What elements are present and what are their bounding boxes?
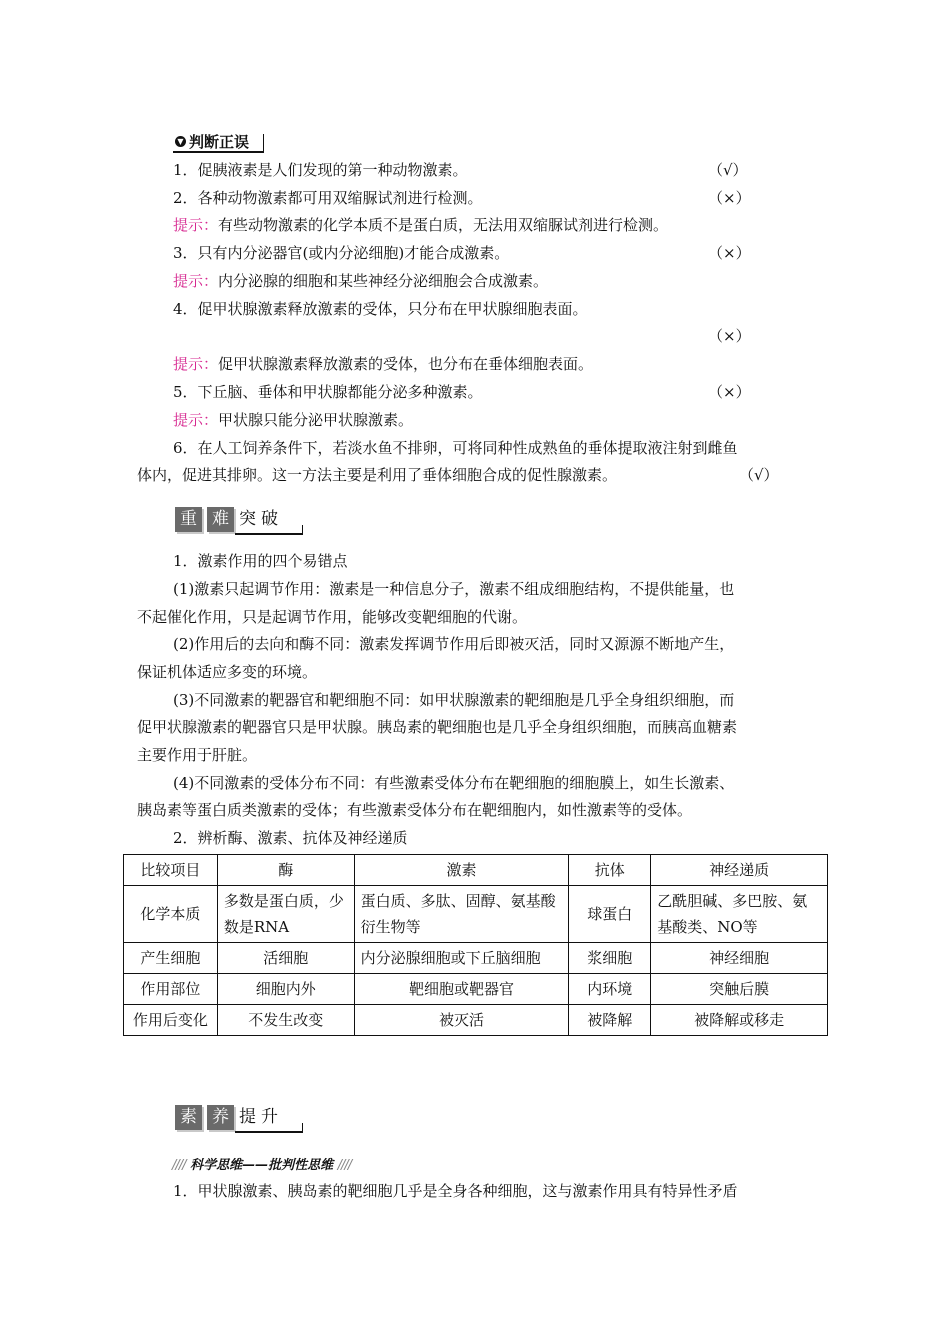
breakthrough-section-header	[175, 507, 305, 535]
chevron-down-icon: ▼	[175, 136, 186, 147]
table-cell: 突触后膜	[651, 974, 828, 1005]
judge-item-6-mark: （√）	[739, 466, 779, 484]
judge-section-title: 判断正误	[189, 133, 250, 151]
hint-label: 提示：	[173, 216, 219, 234]
header-char-box: 素	[175, 1105, 202, 1130]
point1-para3-line1: (3)不同激素的靶器官和靶细胞不同：如甲状腺激素的靶细胞是几乎全身组织细胞，而	[173, 691, 735, 709]
table-cell: 被降解	[569, 1005, 651, 1036]
header-rule-end	[302, 1123, 303, 1133]
point1-para3-line3: 主要作用于肝脏。	[137, 746, 258, 764]
point1-title: 1．激素作用的四个易错点	[173, 552, 348, 570]
table-cell: 内环境	[569, 974, 651, 1005]
judge-item-3: 3．只有内分泌器官(或内分泌细胞)才能合成激素。	[173, 244, 510, 262]
table-cell: 细胞内外	[217, 974, 354, 1005]
hint-text: 内分泌腺的细胞和某些神经分泌细胞会合成激素。	[218, 272, 549, 290]
table-cell: 化学本质	[124, 886, 218, 943]
table-cell: 乙酰胆碱、多巴胺、氨基酸类、NO等	[651, 886, 828, 943]
slash-decoration-icon: ////	[172, 1158, 186, 1173]
point2-title: 2．辨析酶、激素、抗体及神经递质	[173, 829, 408, 847]
header-char: 破	[261, 509, 278, 529]
literacy-section-header	[175, 1105, 305, 1133]
table-cell: 多数是蛋白质，少数是RNA	[217, 886, 354, 943]
header-char: 提	[239, 1107, 256, 1127]
table-row	[124, 886, 828, 943]
header-rule-end	[302, 525, 303, 535]
header-rule	[235, 533, 303, 535]
judge-item-6-line1: 6．在人工饲养条件下，若淡水鱼不排卵，可将同种性成熟鱼的垂体提取液注射到雌鱼	[173, 439, 738, 457]
judge-item-2-hint	[173, 215, 668, 235]
header-char: 升	[261, 1107, 278, 1127]
table-cell: 靶细胞或靶器官	[354, 974, 569, 1005]
judge-item-5-mark: （×）	[708, 383, 751, 401]
header-char-box: 重	[175, 507, 202, 532]
judge-item-1: 1．促胰液素是人们发现的第一种动物激素。	[173, 161, 468, 179]
literacy-question-1: 1．甲状腺激素、胰岛素的靶细胞几乎是全身各种细胞，这与激素作用具有特异性矛盾	[173, 1182, 738, 1200]
judge-item-2: 2．各种动物激素都可用双缩脲试剂进行检测。	[173, 189, 483, 207]
judge-item-4: 4．促甲状腺激素释放激素的受体，只分布在甲状腺细胞表面。	[173, 300, 588, 318]
judge-item-2-mark: （×）	[708, 189, 751, 207]
judge-item-5: 5．下丘脑、垂体和甲状腺都能分泌多种激素。	[173, 383, 483, 401]
table-cell: 被灭活	[354, 1005, 569, 1036]
judge-item-5-hint	[173, 410, 413, 430]
comparison-table	[123, 854, 828, 1036]
header-char-box: 难	[207, 507, 234, 532]
slash-decoration-icon: ////	[337, 1158, 352, 1173]
table-cell: 蛋白质、多肽、固醇、氨基酸衍生物等	[354, 886, 569, 943]
hint-label: 提示：	[173, 411, 219, 429]
table-row	[124, 1005, 828, 1036]
literacy-subtitle	[172, 1154, 351, 1173]
judge-item-1-mark: （√）	[708, 161, 748, 179]
hint-label: 提示：	[173, 355, 219, 373]
judge-item-3-mark: （×）	[708, 244, 751, 262]
judge-item-4-hint	[173, 354, 593, 374]
point1-para2-line2: 保证机体适应多变的环境。	[137, 663, 318, 681]
point1-para1-line2: 不起催化作用，只是起调节作用，能够改变靶细胞的代谢。	[137, 608, 528, 626]
hint-text: 有些动物激素的化学本质不是蛋白质，无法用双缩脲试剂进行检测。	[218, 216, 669, 234]
hint-label: 提示：	[173, 272, 219, 290]
table-cell: 球蛋白	[569, 886, 651, 943]
table-cell: 被降解或移走	[651, 1005, 828, 1036]
judge-item-6-line2: 体内，促进其排卵。这一方法主要是利用了垂体细胞合成的促性腺激素。	[137, 466, 618, 484]
judge-item-3-hint	[173, 271, 548, 291]
hint-text: 甲状腺只能分泌甲状腺激素。	[218, 411, 414, 429]
table-header-cell: 酶	[217, 855, 354, 886]
header-rule	[235, 1131, 303, 1133]
table-header-cell: 激素	[354, 855, 569, 886]
table-row	[124, 974, 828, 1005]
point1-para4-line2: 胰岛素等蛋白质类激素的受体；有些激素受体分布在靶细胞内，如性激素等的受体。	[137, 801, 693, 819]
table-cell: 活细胞	[217, 943, 354, 974]
table-header-cell: 神经递质	[651, 855, 828, 886]
table-cell: 不发生改变	[217, 1005, 354, 1036]
table-cell: 作用后变化	[124, 1005, 218, 1036]
point1-para2-line1: (2)作用后的去向和酶不同：激素发挥调节作用后即被灭活，同时又源源不断地产生，	[173, 635, 735, 653]
table-header-row	[124, 855, 828, 886]
hint-text: 促甲状腺激素释放激素的受体，也分布在垂体细胞表面。	[218, 355, 594, 373]
table-cell: 产生细胞	[124, 943, 218, 974]
table-cell: 内分泌腺细胞或下丘脑细胞	[354, 943, 569, 974]
table-cell: 作用部位	[124, 974, 218, 1005]
judge-item-4-mark: （×）	[708, 327, 751, 345]
point1-para3-line2: 促甲状腺激素的靶器官只是甲状腺。胰岛素的靶细胞也是几乎全身组织细胞，而胰高血糖素	[137, 718, 738, 736]
header-char-box: 养	[207, 1105, 234, 1130]
table-header-cell: 比较项目	[124, 855, 218, 886]
table-header-cell: 抗体	[569, 855, 651, 886]
point1-para4-line1: (4)不同激素的受体分布不同：有些激素受体分布在靶细胞的细胞膜上，如生长激素、	[173, 774, 735, 792]
table-row	[124, 943, 828, 974]
table-cell: 浆细胞	[569, 943, 651, 974]
point1-para1-line1: (1)激素只起调节作用：激素是一种信息分子，激素不组成细胞结构，不提供能量，也	[173, 580, 735, 598]
table-cell: 神经细胞	[651, 943, 828, 974]
literacy-subtitle-text: 科学思维——批判性思维	[190, 1158, 334, 1173]
header-char: 突	[239, 509, 256, 529]
